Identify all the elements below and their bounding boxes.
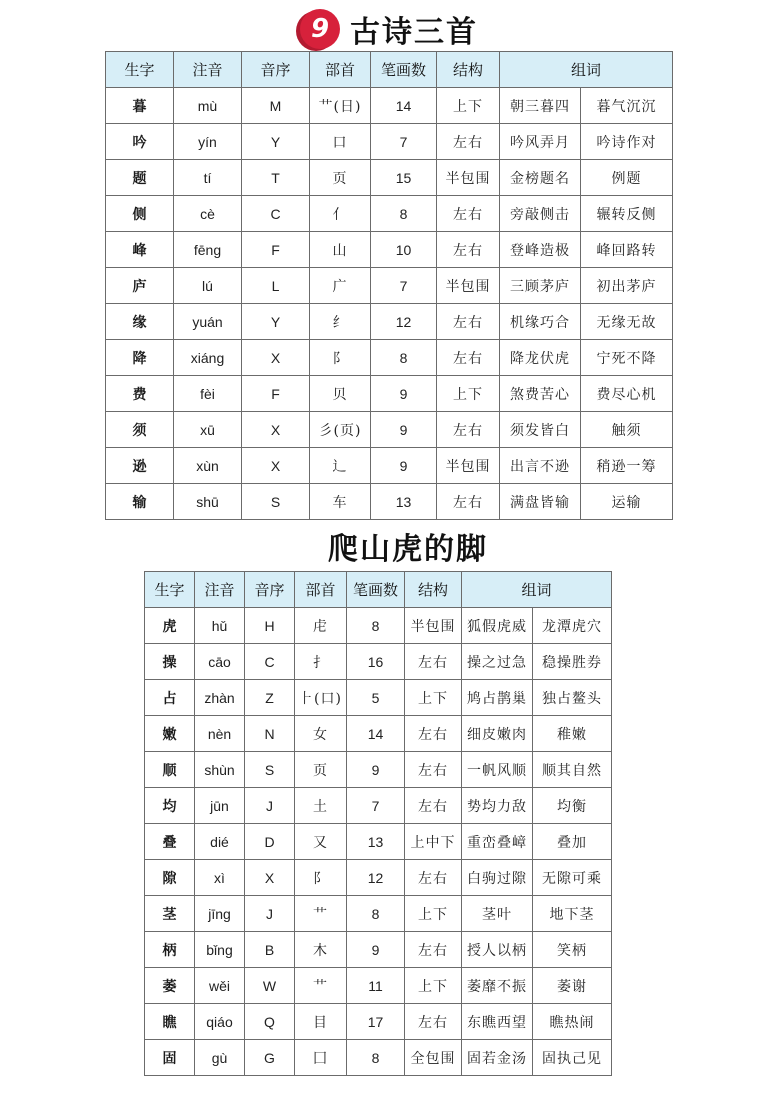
table-header-row [145,572,612,608]
initial-cell: X [242,340,310,376]
character-cell: 费 [106,376,174,412]
character-cell: 庐 [106,268,174,304]
column-header: 音序 [245,572,295,608]
radical-cell: 车 [310,484,371,520]
stroke-count-cell: 8 [371,196,437,232]
word-cell: 操之过急 [462,644,533,680]
pinyin-cell: xiáng [174,340,242,376]
initial-cell: Z [245,680,295,716]
initial-cell: X [242,448,310,484]
structure-cell: 上中下 [405,824,462,860]
stroke-count-cell: 8 [347,608,405,644]
word-cell: 降龙伏虎 [500,340,581,376]
radical-cell: 又 [295,824,347,860]
word-cell: 触须 [581,412,673,448]
word-cell: 三顾茅庐 [500,268,581,304]
stroke-count-cell: 13 [347,824,405,860]
structure-cell: 上下 [405,968,462,1004]
table-row [145,932,612,968]
column-header: 注音 [174,52,242,88]
stroke-count-cell: 14 [347,716,405,752]
character-cell: 顺 [145,752,195,788]
structure-cell: 全包围 [405,1040,462,1076]
character-cell: 固 [145,1040,195,1076]
vocab-table-ancient-poems [105,51,673,520]
table-row [145,896,612,932]
pinyin-cell: wěi [195,968,245,1004]
word-cell: 机缘巧合 [500,304,581,340]
stroke-count-cell: 7 [347,788,405,824]
pinyin-cell: shùn [195,752,245,788]
pinyin-cell: fēng [174,232,242,268]
pinyin-cell: tí [174,160,242,196]
structure-cell: 上下 [437,88,500,124]
word-cell: 出言不逊 [500,448,581,484]
radical-cell: 页 [295,752,347,788]
word-cell: 朝三暮四 [500,88,581,124]
column-header: 笔画数 [347,572,405,608]
character-cell: 缘 [106,304,174,340]
lesson-title-text: 爬山虎的脚 [328,532,488,567]
structure-cell: 半包围 [437,268,500,304]
word-cell: 狐假虎威 [462,608,533,644]
word-cell: 须发皆白 [500,412,581,448]
table-row [106,412,673,448]
stroke-count-cell: 10 [371,232,437,268]
radical-cell: 广 [310,268,371,304]
character-cell: 虎 [145,608,195,644]
radical-cell: 辶 [310,448,371,484]
table-row [145,860,612,896]
word-cell: 瞧热闹 [533,1004,612,1040]
table-row [106,448,673,484]
structure-cell: 半包围 [405,608,462,644]
stroke-count-cell: 12 [347,860,405,896]
radical-cell: 艹 [295,896,347,932]
word-cell: 地下茎 [533,896,612,932]
word-cell: 无缘无故 [581,304,673,340]
initial-cell: L [242,268,310,304]
word-cell: 运输 [581,484,673,520]
structure-cell: 左右 [437,412,500,448]
word-cell: 东瞧西望 [462,1004,533,1040]
structure-cell: 上下 [437,376,500,412]
word-cell: 费尽心机 [581,376,673,412]
pinyin-cell: bǐng [195,932,245,968]
pinyin-cell: mù [174,88,242,124]
word-cell: 峰回路转 [581,232,673,268]
character-cell: 须 [106,412,174,448]
lesson-title-text: 古诗三首 [350,15,478,50]
pinyin-cell: fèi [174,376,242,412]
word-cell: 煞费苦心 [500,376,581,412]
word-cell: 宁死不降 [581,340,673,376]
table-row [106,124,673,160]
pinyin-cell: xū [174,412,242,448]
table-row [106,340,673,376]
table-row [106,376,673,412]
pinyin-cell: cāo [195,644,245,680]
radical-cell: 山 [310,232,371,268]
character-cell: 吟 [106,124,174,160]
radical-cell: 目 [295,1004,347,1040]
table-row [106,268,673,304]
radical-cell: 扌 [295,644,347,680]
initial-cell: S [242,484,310,520]
character-cell: 暮 [106,88,174,124]
initial-cell: M [242,88,310,124]
column-header: 注音 [195,572,245,608]
word-cell: 登峰造极 [500,232,581,268]
word-cell: 金榜题名 [500,160,581,196]
word-cell: 鸠占鹊巢 [462,680,533,716]
pinyin-cell: yín [174,124,242,160]
table-row [106,484,673,520]
structure-cell: 左右 [437,304,500,340]
initial-cell: B [245,932,295,968]
word-cell: 无隙可乘 [533,860,612,896]
table-row [145,644,612,680]
pinyin-cell: xùn [174,448,242,484]
table-row [106,232,673,268]
word-cell: 固执己见 [533,1040,612,1076]
initial-cell: F [242,232,310,268]
character-cell: 侧 [106,196,174,232]
initial-cell: J [245,896,295,932]
radical-cell: 页 [310,160,371,196]
structure-cell: 左右 [405,644,462,680]
character-cell: 隙 [145,860,195,896]
pinyin-cell: jūn [195,788,245,824]
radical-cell: 口 [310,124,371,160]
structure-cell: 左右 [405,716,462,752]
structure-cell: 左右 [405,788,462,824]
structure-cell: 左右 [405,752,462,788]
lesson-number-badge: 9 [300,9,340,49]
radical-cell: 土 [295,788,347,824]
stroke-count-cell: 7 [371,124,437,160]
structure-cell: 左右 [437,484,500,520]
lesson-9-title [300,6,478,52]
word-cell: 稍逊一筹 [581,448,673,484]
table-row [145,716,612,752]
column-header: 结构 [437,52,500,88]
initial-cell: Y [242,304,310,340]
word-cell: 稳操胜券 [533,644,612,680]
pinyin-cell: nèn [195,716,245,752]
radical-cell: 贝 [310,376,371,412]
structure-cell: 左右 [437,196,500,232]
word-cell: 旁敲侧击 [500,196,581,232]
lesson-title-boston-ivy [328,524,488,568]
word-cell: 龙潭虎穴 [533,608,612,644]
word-cell: 授人以柄 [462,932,533,968]
word-cell: 笑柄 [533,932,612,968]
word-cell: 细皮嫩肉 [462,716,533,752]
initial-cell: D [245,824,295,860]
table-row [145,752,612,788]
stroke-count-cell: 9 [371,448,437,484]
character-cell: 萎 [145,968,195,1004]
word-cell: 势均力敌 [462,788,533,824]
word-cell: 白驹过隙 [462,860,533,896]
character-cell: 峰 [106,232,174,268]
radical-cell: 亻 [310,196,371,232]
pinyin-cell: yuán [174,304,242,340]
radical-cell: 彡(页) [310,412,371,448]
stroke-count-cell: 5 [347,680,405,716]
stroke-count-cell: 12 [371,304,437,340]
character-cell: 逊 [106,448,174,484]
structure-cell: 左右 [405,1004,462,1040]
initial-cell: X [245,860,295,896]
table-row [145,680,612,716]
word-cell: 稚嫩 [533,716,612,752]
table-row [145,824,612,860]
character-cell: 柄 [145,932,195,968]
table-row [145,1040,612,1076]
pinyin-cell: lú [174,268,242,304]
word-cell: 暮气沉沉 [581,88,673,124]
initial-cell: C [242,196,310,232]
radical-cell: 囗 [295,1040,347,1076]
vocab-table-boston-ivy [144,571,612,1076]
pinyin-cell: xì [195,860,245,896]
initial-cell: W [245,968,295,1004]
column-header: 组词 [462,572,612,608]
structure-cell: 半包围 [437,160,500,196]
word-cell: 例题 [581,160,673,196]
character-cell: 降 [106,340,174,376]
pinyin-cell: hǔ [195,608,245,644]
initial-cell: T [242,160,310,196]
character-cell: 瞧 [145,1004,195,1040]
pinyin-cell: qiáo [195,1004,245,1040]
word-cell: 萎靡不振 [462,968,533,1004]
initial-cell: H [245,608,295,644]
character-cell: 茎 [145,896,195,932]
stroke-count-cell: 8 [347,896,405,932]
word-cell: 顺其自然 [533,752,612,788]
table-row [145,788,612,824]
initial-cell: F [242,376,310,412]
pinyin-cell: gù [195,1040,245,1076]
table-row [106,304,673,340]
word-cell: 初出茅庐 [581,268,673,304]
word-cell: 均衡 [533,788,612,824]
initial-cell: Y [242,124,310,160]
stroke-count-cell: 14 [371,88,437,124]
table-row [145,608,612,644]
stroke-count-cell: 11 [347,968,405,1004]
structure-cell: 上下 [405,896,462,932]
word-cell: 独占鳌头 [533,680,612,716]
stroke-count-cell: 9 [371,412,437,448]
structure-cell: 左右 [405,860,462,896]
table-row [145,1004,612,1040]
pinyin-cell: shū [174,484,242,520]
column-header: 生字 [106,52,174,88]
column-header: 部首 [310,52,371,88]
pinyin-cell: dié [195,824,245,860]
stroke-count-cell: 9 [371,376,437,412]
radical-cell: 虍 [295,608,347,644]
initial-cell: X [242,412,310,448]
table-row [106,160,673,196]
word-cell: 固若金汤 [462,1040,533,1076]
radical-cell: 艹 [295,968,347,1004]
radical-cell: 木 [295,932,347,968]
radical-cell: 艹(日) [310,88,371,124]
stroke-count-cell: 8 [371,340,437,376]
column-header: 部首 [295,572,347,608]
structure-cell: 上下 [405,680,462,716]
radical-cell: 阝 [310,340,371,376]
initial-cell: J [245,788,295,824]
pinyin-cell: jīng [195,896,245,932]
table-header-row [106,52,673,88]
stroke-count-cell: 8 [347,1040,405,1076]
word-cell: 一帆风顺 [462,752,533,788]
structure-cell: 左右 [437,340,500,376]
column-header: 组词 [500,52,673,88]
initial-cell: G [245,1040,295,1076]
initial-cell: Q [245,1004,295,1040]
table-row [106,196,673,232]
initial-cell: C [245,644,295,680]
column-header: 生字 [145,572,195,608]
stroke-count-cell: 7 [371,268,437,304]
word-cell: 重峦叠嶂 [462,824,533,860]
stroke-count-cell: 9 [347,932,405,968]
character-cell: 均 [145,788,195,824]
stroke-count-cell: 15 [371,160,437,196]
word-cell: 吟诗作对 [581,124,673,160]
initial-cell: S [245,752,295,788]
stroke-count-cell: 16 [347,644,405,680]
radical-cell: 阝 [295,860,347,896]
character-cell: 输 [106,484,174,520]
stroke-count-cell: 13 [371,484,437,520]
table-row [145,968,612,1004]
radical-cell: ⺊(口) [295,680,347,716]
character-cell: 操 [145,644,195,680]
stroke-count-cell: 9 [347,752,405,788]
structure-cell: 左右 [437,232,500,268]
pinyin-cell: cè [174,196,242,232]
word-cell: 茎叶 [462,896,533,932]
character-cell: 叠 [145,824,195,860]
column-header: 结构 [405,572,462,608]
word-cell: 辗转反侧 [581,196,673,232]
word-cell: 萎谢 [533,968,612,1004]
structure-cell: 左右 [437,124,500,160]
table-row [106,88,673,124]
stroke-count-cell: 17 [347,1004,405,1040]
pinyin-cell: zhàn [195,680,245,716]
radical-cell: 纟 [310,304,371,340]
structure-cell: 左右 [405,932,462,968]
word-cell: 吟风弄月 [500,124,581,160]
column-header: 音序 [242,52,310,88]
character-cell: 占 [145,680,195,716]
structure-cell: 半包围 [437,448,500,484]
initial-cell: N [245,716,295,752]
column-header: 笔画数 [371,52,437,88]
radical-cell: 女 [295,716,347,752]
character-cell: 嫩 [145,716,195,752]
word-cell: 叠加 [533,824,612,860]
word-cell: 满盘皆输 [500,484,581,520]
character-cell: 题 [106,160,174,196]
